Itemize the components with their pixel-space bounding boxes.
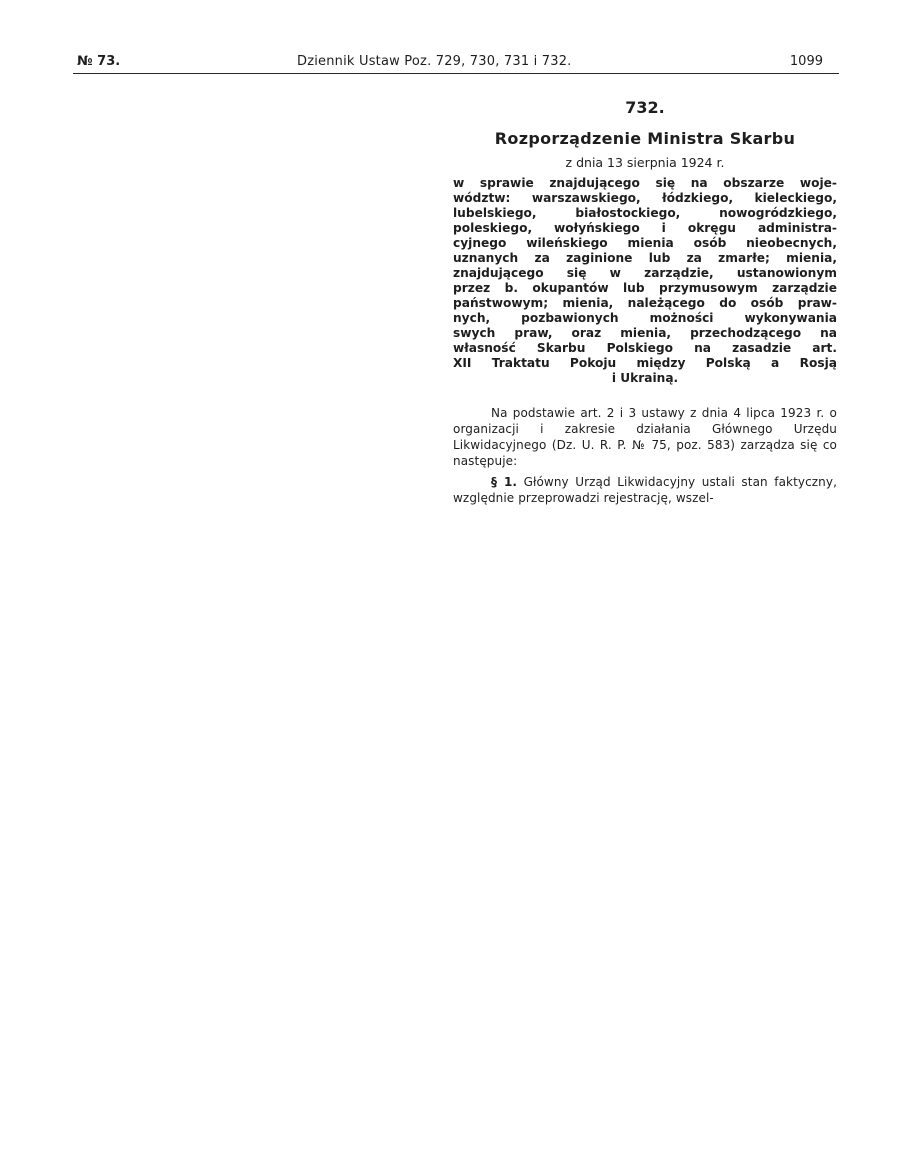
- subject-last-line: i Ukrainą.: [611, 371, 679, 385]
- subject-line: znajdującego się w zarządzie, ustanowionym: [453, 266, 837, 280]
- subject-line: XII Traktatu Pokoju między Polską a Rosją: [453, 356, 837, 370]
- section-1-paragraph: [453, 474, 837, 506]
- subject-line: swych praw, oraz mienia, przechodzącego na: [453, 326, 837, 340]
- subject-line: cyjnego wileńskiego mienia osób nieobecnych,: [453, 236, 837, 250]
- issue-number: № 73.: [77, 54, 121, 69]
- regulation-title: Rozporządzenie Ministra Skarbu: [494, 129, 796, 148]
- subject-line: lubelskiego, białostockiego, nowogródzkiego,: [453, 206, 837, 220]
- regulation-date: z dnia 13 sierpnia 1924 r.: [565, 155, 725, 170]
- journal-reference: Dziennik Ustaw Poz. 729, 730, 731 i 732.: [297, 54, 572, 69]
- section-1-mark: § 1.: [491, 475, 518, 489]
- subject-line: państwowym; mienia, należącego do osób praw-: [453, 296, 837, 310]
- subject-line: wództw: warszawskiego, łódzkiego, kieleckiego,: [453, 191, 837, 205]
- subject-line: przez b. okupantów lub przymusowym zarządzie: [453, 281, 837, 295]
- page-number: 1099: [789, 54, 823, 69]
- section-1-text: Główny Urząd Likwidacyjny ustali stan faktyczny, względnie przeprowadzi rejestrację, wszel-: [453, 475, 837, 505]
- regulation-column: [453, 96, 837, 506]
- regulation-number: 732.: [625, 98, 665, 117]
- subject-line: nych, pozbawionych możności wykonywania: [453, 311, 837, 325]
- header-rule: [73, 73, 839, 74]
- subject-line: w sprawie znajdującego się na obszarze woje-: [453, 176, 837, 190]
- regulation-subject: [453, 176, 837, 386]
- intro-paragraph: Na podstawie art. 2 i 3 ustawy z dnia 4 lipca 1923 r. o organizacji i zakresie działania Głównego Urzędu Likwidacyjnego (Dz. U. R. P. № 75, poz. 583) zarządza się co następuje:: [453, 406, 837, 468]
- subject-line: własność Skarbu Polskiego na zasadzie art.: [453, 341, 837, 355]
- subject-line: poleskiego, wołyńskiego i okręgu administra-: [453, 221, 837, 235]
- page-header: [73, 52, 839, 72]
- subject-line: uznanych za zaginione lub za zmarłe; mienia,: [453, 251, 837, 265]
